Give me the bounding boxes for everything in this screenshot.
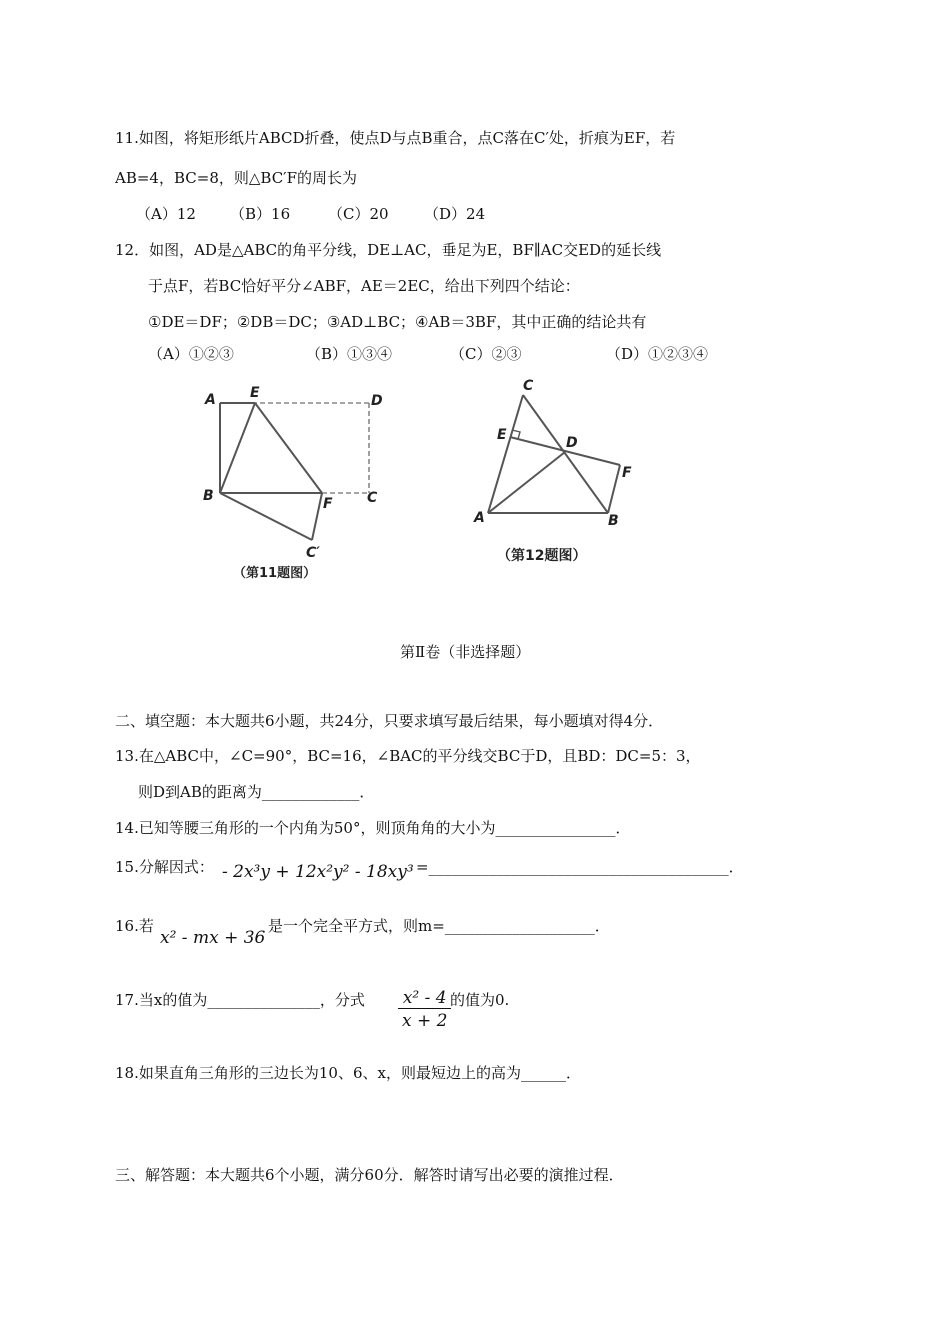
fig12-label-f: F xyxy=(622,465,632,481)
q16-expression: x² - mx + 36 xyxy=(160,928,266,948)
fig11-be xyxy=(220,403,255,493)
fig12-ac xyxy=(488,395,523,513)
q15-suffix: =________________________________________． xyxy=(416,858,744,876)
q11-option-d: （D）24 xyxy=(424,205,486,223)
fig11-caption: （第11题图） xyxy=(233,566,317,581)
fig12-label-b: B xyxy=(608,513,619,529)
q13-line1: 13.在△ABC中，∠C=90°，BC=16，∠BAC的平分线交BC于D，且BD：DC=5：3， xyxy=(115,747,701,765)
part2-title: 第Ⅱ卷（非选择题） xyxy=(400,643,531,661)
q17-denominator: x + 2 xyxy=(402,1011,448,1031)
q15-prefix: 15.分解因式： xyxy=(115,858,214,876)
fig12-label-c: C xyxy=(523,378,534,394)
fig12-bf xyxy=(608,465,620,513)
part3-heading: 三、解答题：本大题共6个小题，满分60分．解答时请写出必要的演推过程． xyxy=(115,1166,624,1184)
fig11-label-b: B xyxy=(203,488,214,504)
q16-suffix: 是一个完全平方式，则m=____________________． xyxy=(268,917,610,935)
q11-line2: AB=4，BC=8，则△BC′F的周长为 xyxy=(115,169,357,187)
fig11-bcp xyxy=(220,493,312,540)
q12-line3: ①DE＝DF；②DB＝DC；③AD⊥BC；④AB＝3BF，其中正确的结论共有 xyxy=(148,313,647,331)
q11-option-a: （A）12 xyxy=(136,205,196,223)
fig11-label-d: D xyxy=(371,393,383,409)
fig11-label-c: C xyxy=(367,490,378,506)
q13-line2: 则D到AB的距离为_____________． xyxy=(138,783,375,801)
q11-option-b: （B）16 xyxy=(230,205,291,223)
fig12-label-e: E xyxy=(497,427,507,443)
fig12-label-d: D xyxy=(566,435,578,451)
fig11-label-a: A xyxy=(205,392,216,408)
q12-option-a: （A）①②③ xyxy=(148,345,234,363)
fig12-label-a: A xyxy=(474,510,485,526)
q18: 18.如果直角三角形的三边长为10、6、x，则最短边上的高为______． xyxy=(115,1064,581,1082)
fig11-fcp xyxy=(312,493,322,540)
q15-expression: - 2x³y + 12x²y² - 18xy³ xyxy=(222,862,414,882)
fig11-ef xyxy=(255,403,322,493)
q12-line1: 12．如图，AD是△ABC的角平分线，DE⊥AC，垂足为E，BF∥AC交ED的延长线 xyxy=(115,241,662,259)
fig11-label-f: F xyxy=(323,496,333,512)
q17-numerator: x² - 4 xyxy=(398,988,451,1009)
q12-option-c: （C）②③ xyxy=(450,345,522,363)
fig12-caption: （第12题图） xyxy=(497,548,587,564)
q14: 14.已知等腰三角形的一个内角为50°，则顶角角的大小为________________． xyxy=(115,819,631,837)
q17-suffix: 的值为0. xyxy=(450,991,510,1009)
q12-option-b: （B）①③④ xyxy=(306,345,393,363)
fig12-ef xyxy=(510,437,620,465)
fig12-ad xyxy=(488,452,565,513)
q11-option-c: （C）20 xyxy=(328,205,389,223)
q12-line2: 于点F，若BC恰好平分∠ABF，AE＝2EC，给出下列四个结论： xyxy=(148,277,580,295)
fig11-label-cprime: C′ xyxy=(306,545,320,561)
q11-line1: 11.如图，将矩形纸片ABCD折叠，使点D与点B重合，点C落在C′处，折痕为EF，若 xyxy=(115,129,676,147)
q17-prefix: 17.当x的值为_______________，分式 xyxy=(115,991,365,1009)
part2-heading: 二、填空题：本大题共6小题，共24分，只要求填写最后结果，每小题填对得4分． xyxy=(115,712,664,730)
fig12-cb xyxy=(523,395,608,513)
q12-option-d: （D）①②③④ xyxy=(606,345,709,363)
q16-prefix: 16.若 xyxy=(115,917,154,935)
figure-12 xyxy=(465,375,645,570)
q17-fraction xyxy=(398,988,451,1031)
figure-11 xyxy=(195,380,415,585)
fig11-label-e: E xyxy=(250,385,260,401)
